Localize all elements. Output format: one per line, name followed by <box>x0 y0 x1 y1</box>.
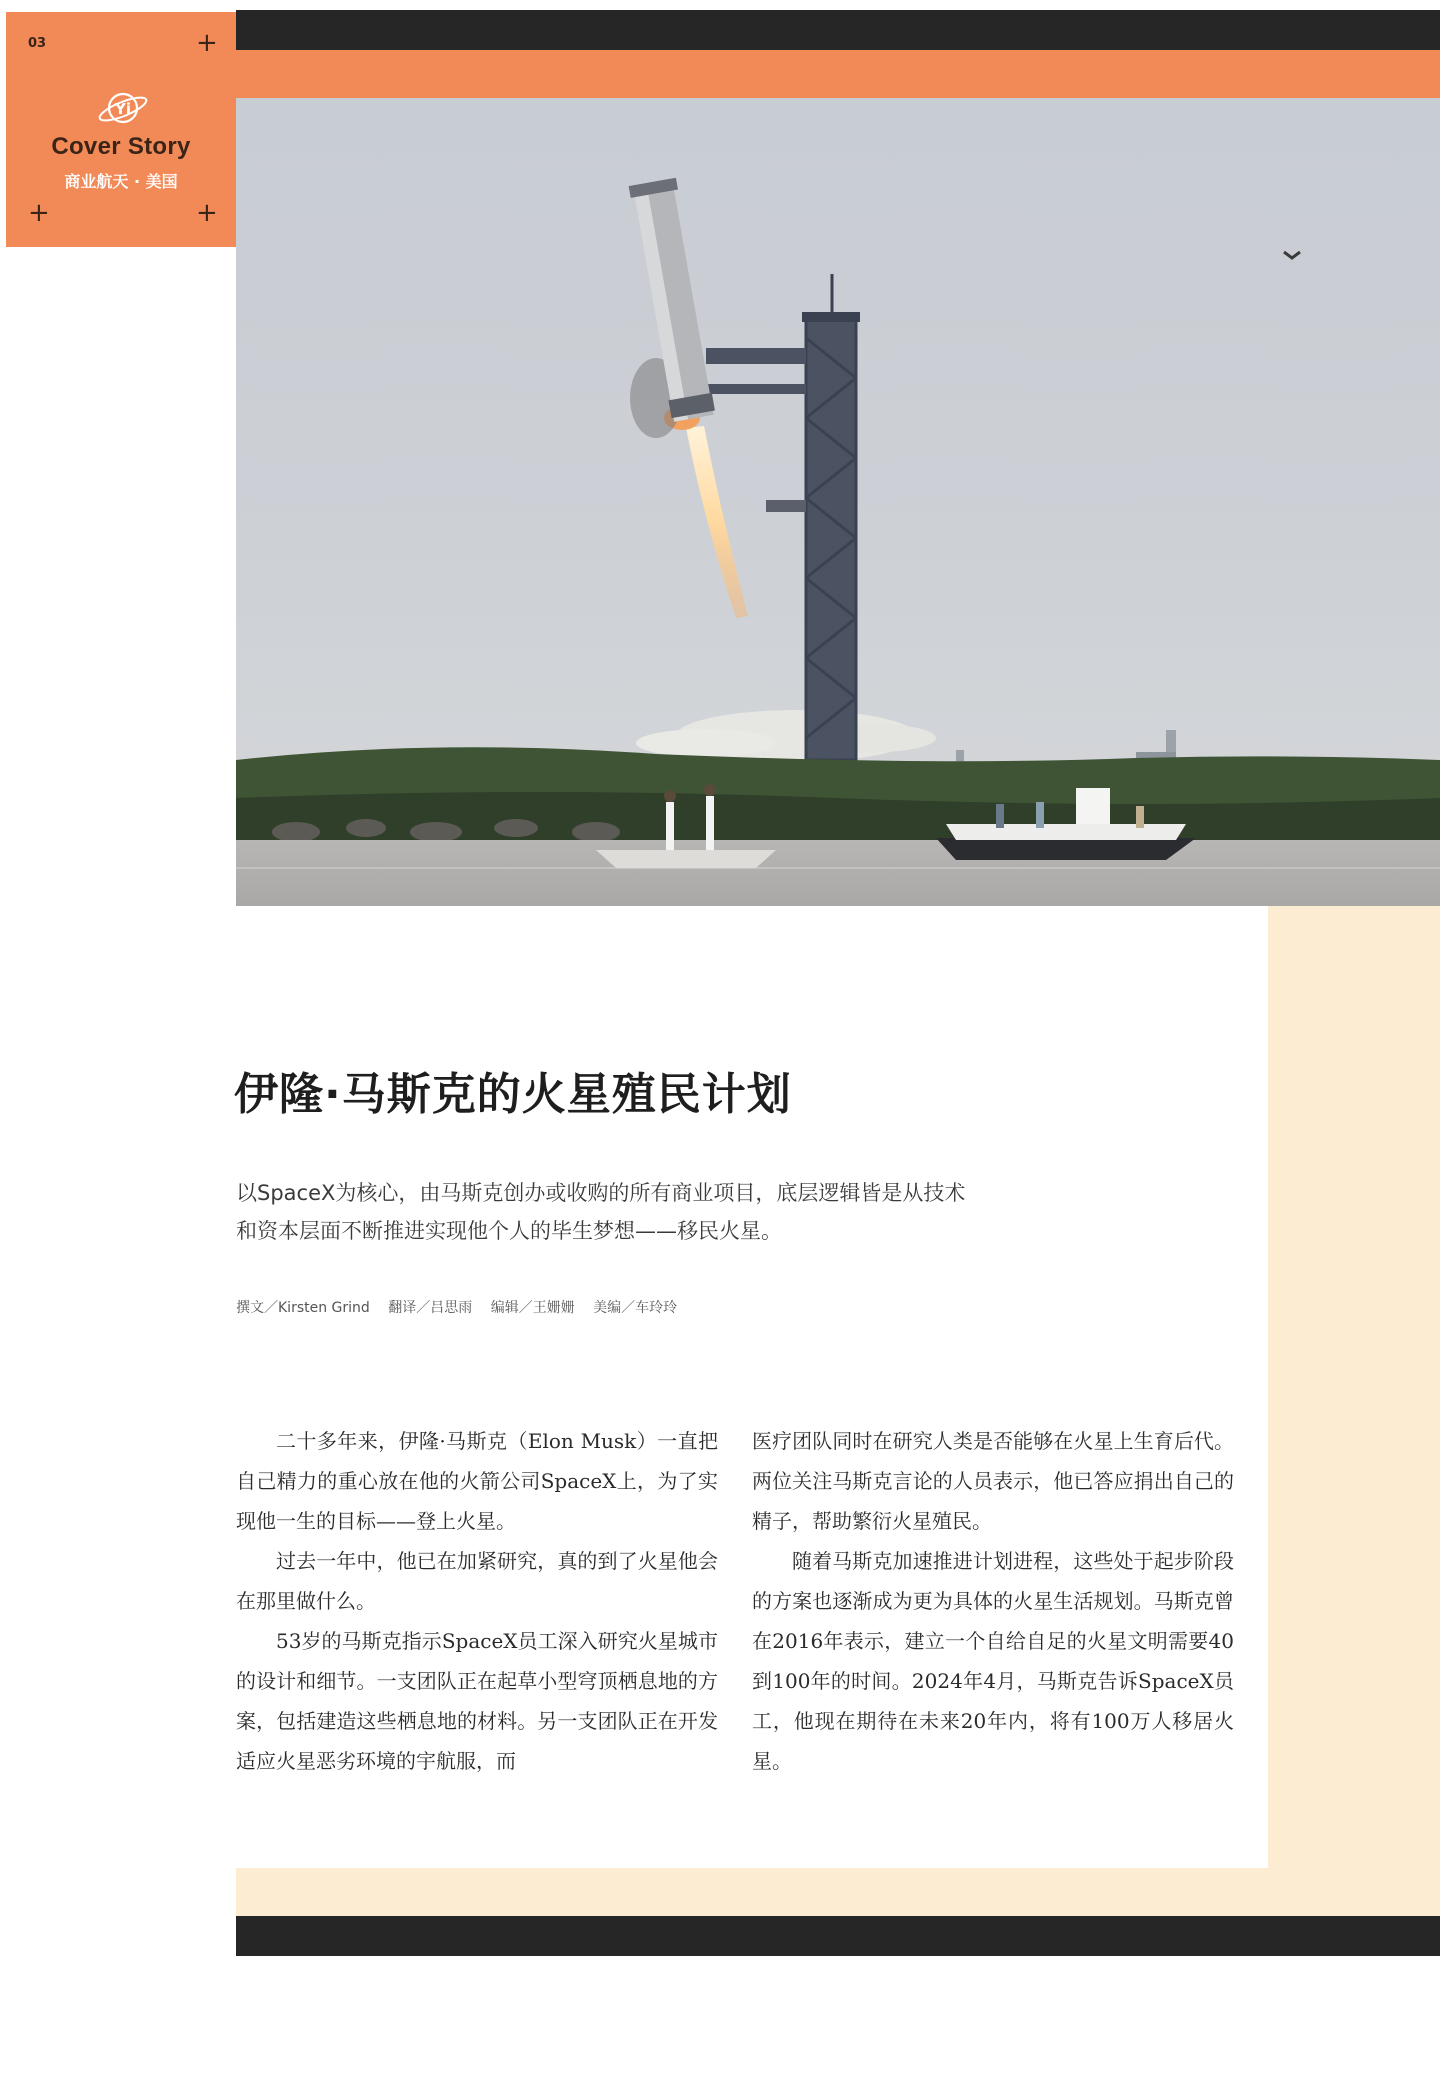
plus-mark-icon: + <box>28 198 50 228</box>
cream-side-panel <box>1268 906 1440 1874</box>
cream-bottom-strip <box>236 1868 1440 1918</box>
logo-lettering: Yi <box>114 100 132 118</box>
hero-photo <box>236 98 1440 906</box>
credit-author: 撰文／Kirsten Grind <box>236 1300 370 1316</box>
section-badge <box>6 12 236 247</box>
article-subtitle: 以SpaceX为核心，由马斯克创办或收购的所有商业项目，底层逻辑皆是从技术和资本层面不断推进实现他个人的毕生梦想——移民火星。 <box>236 1181 966 1243</box>
top-orange-band <box>236 50 1440 98</box>
section-subtitle: 商业航天 · 美国 <box>64 172 178 191</box>
page-number: 03 <box>28 36 47 51</box>
bottom-dark-band <box>236 1916 1440 1956</box>
credit-editor: 编辑／王姗姗 <box>490 1300 575 1316</box>
body-column-left <box>236 1421 718 1781</box>
article-title: 伊隆·马斯克的火星殖民计划 <box>234 1069 792 1120</box>
paragraph: 医疗团队同时在研究人类是否能够在火星上生育后代。两位关注马斯克言论的人员表示，他已答应捐出自己的精子，帮助繁衍火星殖民。 <box>752 1429 1234 1533</box>
paragraph: 过去一年中，他已在加紧研究，真的到了火星他会在那里做什么。 <box>236 1549 718 1613</box>
yi-logo-icon <box>96 88 150 128</box>
paragraph: 53岁的马斯克指示SpaceX员工深入研究火星城市的设计和细节。一支团队正在起草小型穹顶栖息地的方案，包括建造这些栖息地的材料。另一支团队正在开发适应火星恶劣环境的宇航服，而 <box>236 1629 718 1773</box>
credit-designer: 美编／车玲玲 <box>593 1300 678 1316</box>
plus-mark-icon: + <box>196 198 218 228</box>
starship-booster-catch-illustration <box>236 98 1440 906</box>
plus-mark-icon: + <box>196 28 218 58</box>
paragraph: 二十多年来，伊隆·马斯克（Elon Musk）一直把自己精力的重心放在他的火箭公司SpaceX上，为了实现他一生的目标——登上火星。 <box>236 1429 718 1533</box>
credits-line <box>236 1297 691 1317</box>
paragraph: 随着马斯克加速推进计划进程，这些处于起步阶段的方案也逐渐成为更为具体的火星生活规划。马斯克曾在2016年表示，建立一个自给自足的火星文明需要40到100年的时间。2024年4月，马斯克告诉SpaceX员工，他现在期待在未来20年内，将有100万人移居火星。 <box>752 1549 1234 1773</box>
top-dark-band <box>236 10 1440 50</box>
credit-translator: 翻译／吕思雨 <box>388 1300 473 1316</box>
body-column-right <box>752 1421 1234 1781</box>
section-title: Cover Story <box>51 133 191 160</box>
